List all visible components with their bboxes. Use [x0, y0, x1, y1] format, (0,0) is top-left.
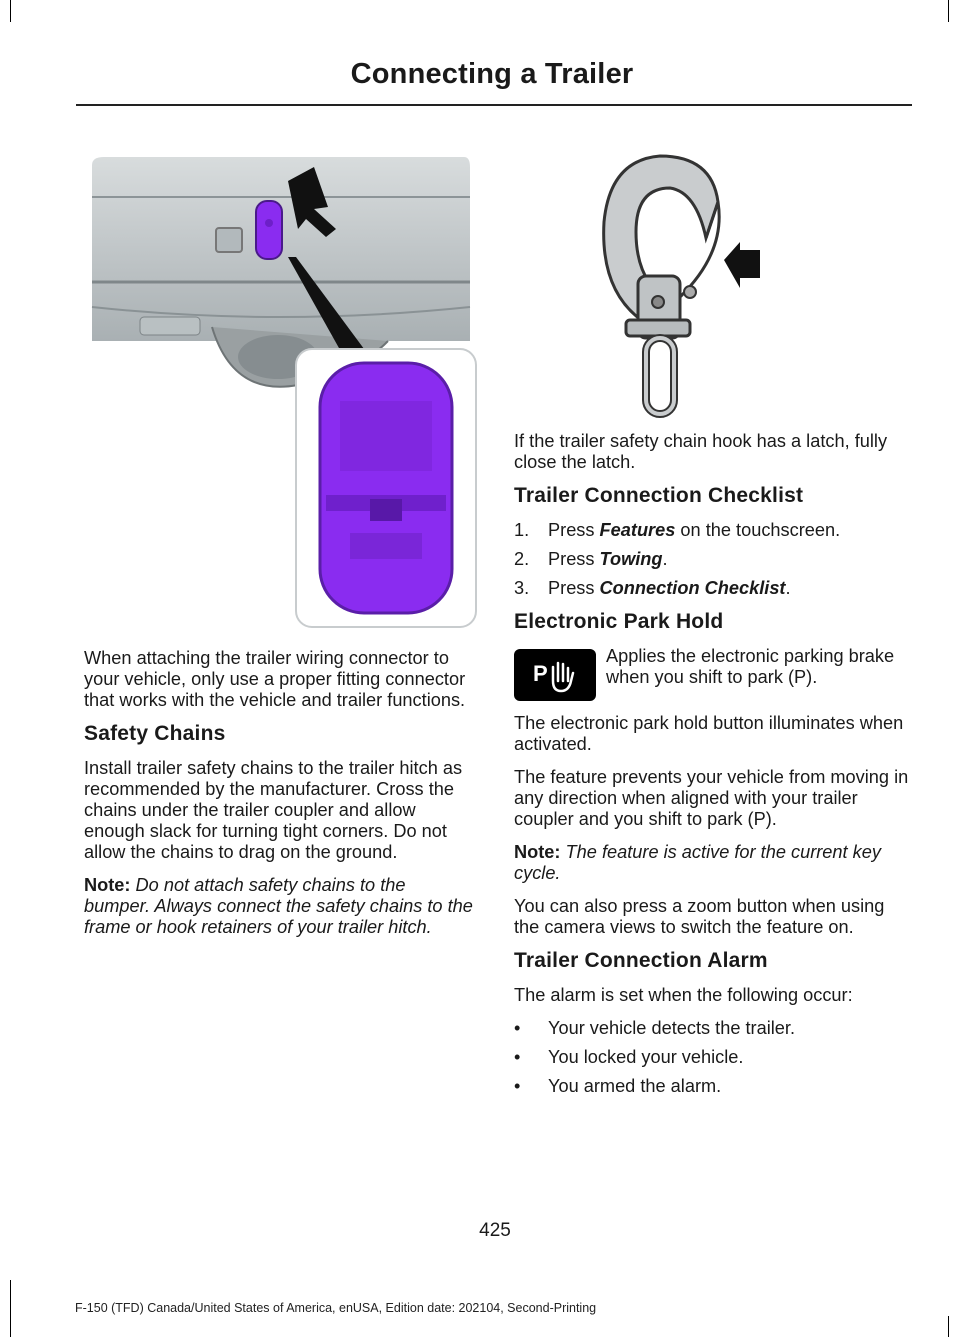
step-post: .: [785, 578, 791, 598]
step-pre: Press: [548, 549, 600, 569]
left-column: [84, 648, 476, 950]
step-item: [514, 520, 910, 541]
electronic-park-hold-heading: Electronic Park Hold: [514, 610, 724, 633]
alarm-intro: The alarm is set when the following occur:: [514, 985, 853, 1005]
title-divider: [76, 104, 912, 106]
crop-mark-bottom-left: [10, 1280, 11, 1337]
step-text: [548, 549, 668, 570]
towing-label: Towing: [599, 549, 663, 569]
bullet: •: [514, 1076, 521, 1096]
bullet: •: [514, 1018, 521, 1038]
list-item: [514, 1076, 910, 1097]
note-text: Do not attach safety chains to the bumper. Always connect the safety chains to the frame or hook retainers of your trailer hitch.: [84, 875, 473, 937]
safety-hook-icon: [604, 156, 720, 414]
eph-paragraph-3: You can also press a zoom button when using the camera views to switch the feature on.: [514, 896, 885, 937]
connector-paragraph: When attaching the trailer wiring connector to your vehicle, only use a proper fitting connector that works with the vehicle and trailer functions.: [84, 648, 466, 710]
park-hold-letter: P: [533, 661, 548, 686]
safety-hook-figure: [590, 152, 776, 418]
list-item-text: You armed the alarm.: [548, 1076, 722, 1096]
bullet: •: [514, 1047, 521, 1067]
step-item: [514, 578, 910, 599]
crop-mark-top-right: [948, 0, 949, 22]
connection-checklist-label: Connection Checklist: [599, 578, 786, 598]
park-hold-icon: [514, 649, 596, 701]
step-number: 1.: [514, 520, 530, 540]
eph-paragraph-1: The electronic park hold button illuminates when activated.: [514, 713, 904, 754]
features-label: Features: [599, 520, 676, 540]
safety-chains-heading: Safety Chains: [84, 722, 226, 745]
eph-description-row: [514, 646, 910, 701]
safety-chains-paragraph: Install trailer safety chains to the trailer hitch as recommended by the manufacturer. Cross the chains under the trailer coupler and allow enough slack for turning tight corners. Do not allow the chains to drag on the ground.: [84, 758, 463, 862]
step-pre: Press: [548, 520, 600, 540]
checklist-steps: [514, 520, 910, 599]
note-label: Note:: [84, 875, 131, 895]
page-title: Connecting a Trailer: [350, 58, 634, 90]
checklist-heading: Trailer Connection Checklist: [514, 484, 804, 507]
page-number: 425: [479, 1220, 511, 1241]
step-number: 2.: [514, 549, 530, 569]
latch-paragraph: If the trailer safety chain hook has a latch, fully close the latch.: [514, 431, 888, 472]
eph-note: [514, 842, 910, 884]
step-pre: Press: [548, 578, 600, 598]
alarm-heading: Trailer Connection Alarm: [514, 949, 768, 972]
note-label: Note:: [514, 842, 561, 862]
list-item: [514, 1018, 910, 1039]
wiring-connector-icon: [256, 201, 282, 259]
step-post: .: [662, 549, 668, 569]
step-text: [548, 520, 840, 541]
right-column: [514, 431, 910, 1105]
note-text: The feature is active for the current key cycle.: [514, 842, 881, 883]
trailer-connector-figure: [88, 157, 480, 632]
step-post: on the touchscreen.: [675, 520, 841, 540]
eph-paragraph-2: The feature prevents your vehicle from moving in any direction when aligned with your trailer coupler and you shift to park (P).: [514, 767, 909, 829]
crop-mark-top-left: [10, 0, 11, 22]
list-item-text: Your vehicle detects the trailer.: [548, 1018, 796, 1038]
arrow-icon: [724, 242, 760, 288]
step-number: 3.: [514, 578, 530, 598]
step-text: [548, 578, 791, 599]
alarm-list: [514, 1018, 910, 1097]
list-item: [514, 1047, 910, 1068]
eph-description: Applies the electronic parking brake when you shift to park (P).: [606, 646, 895, 687]
edition-footer: F-150 (TFD) Canada/United States of America, enUSA, Edition date: 202104, Second-Printing: [75, 1301, 597, 1315]
safety-note: [84, 875, 476, 938]
crop-mark-bottom-right: [948, 1316, 949, 1337]
step-item: [514, 549, 910, 570]
list-item-text: You locked your vehicle.: [548, 1047, 744, 1067]
